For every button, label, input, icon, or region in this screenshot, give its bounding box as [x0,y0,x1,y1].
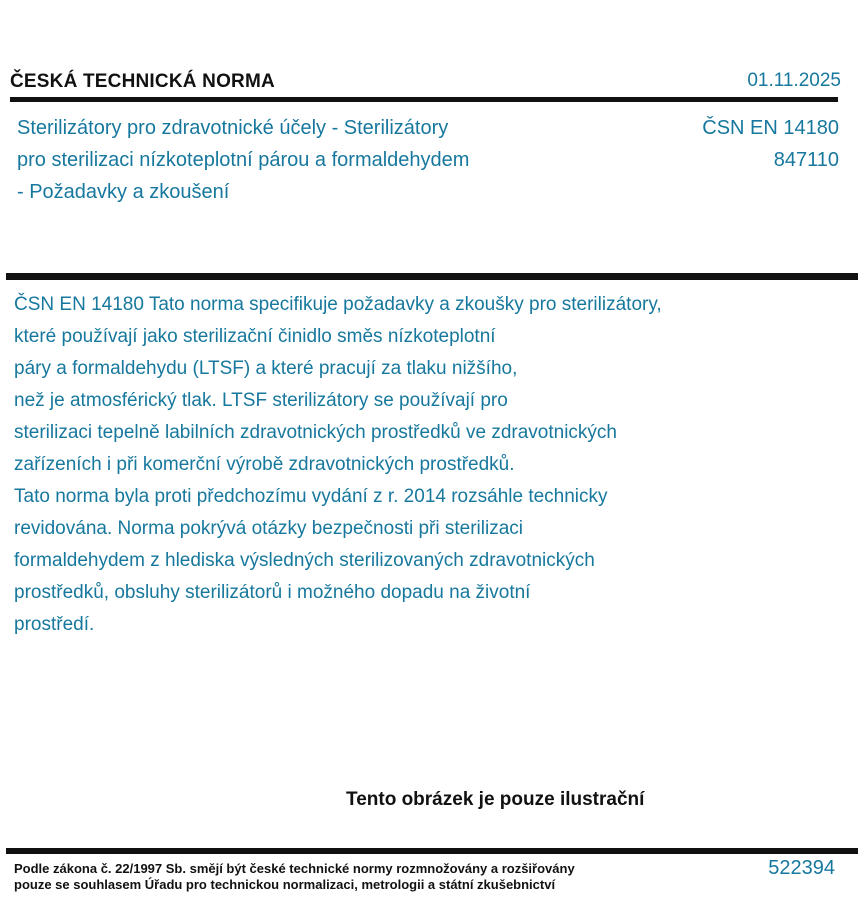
footer-divider [6,848,858,854]
abstract-line: revidována. Norma pokrývá otázky bezpečnosti při sterilizaci [14,518,523,539]
abstract-line: formaldehydem z hlediska výsledných sterilizovaných zdravotnických [14,550,595,571]
abstract-line: zařízeních i při komerční výrobě zdravotnických prostředků. [14,454,515,475]
standard-title-line: Sterilizátory pro zdravotnické účely - Sterilizátory [17,117,449,139]
page-title: ČESKÁ TECHNICKÁ NORMA [10,71,275,92]
standard-designation: ČSN EN 14180 [702,117,839,139]
abstract-line: ČSN EN 14180 Tato norma specifikuje požadavky a zkoušky pro sterilizátory, [14,294,662,315]
order-number: 522394 [768,857,835,879]
abstract-line: než je atmosférický tlak. LTSF sterilizátory se používají pro [14,390,508,411]
copyright-line: Podle zákona č. 22/1997 Sb. smějí být české technické normy rozmnožovány a rozšiřovány [14,861,575,876]
standard-code-block [702,112,839,176]
abstract-line: prostředků, obsluhy sterilizátorů i možného dopadu na životní [14,582,531,603]
abstract-line: které používají jako sterilizační činidlo směs nízkoteplotní [14,326,496,347]
standard-title-line: pro sterilizaci nízkoteplotní párou a formaldehydem [17,149,470,171]
header-divider [10,97,838,102]
standard-title-block [17,112,469,208]
publication-date: 01.11.2025 [747,70,841,91]
classification-code: 847110 [773,149,839,171]
abstract-line: prostředí. [14,614,95,635]
illustration-disclaimer: Tento obrázek je pouze ilustrační [346,789,645,810]
abstract-line: sterilizaci tepelně labilních zdravotnických prostředků ve zdravotnických [14,422,617,443]
abstract-line: páry a formaldehydu (LTSF) a které pracují za tlaku nižšího, [14,358,518,379]
copyright-line: pouze se souhlasem Úřadu pro technickou normalizaci, metrologii a státní zkušebnictví [14,877,556,892]
section-divider [6,273,858,280]
standard-title-line: - Požadavky a zkoušení [17,181,230,203]
standard-abstract [14,289,662,641]
abstract-line: Tato norma byla proti předchozímu vydání z r. 2014 rozsáhle technicky [14,486,608,507]
copyright-notice [14,861,575,893]
